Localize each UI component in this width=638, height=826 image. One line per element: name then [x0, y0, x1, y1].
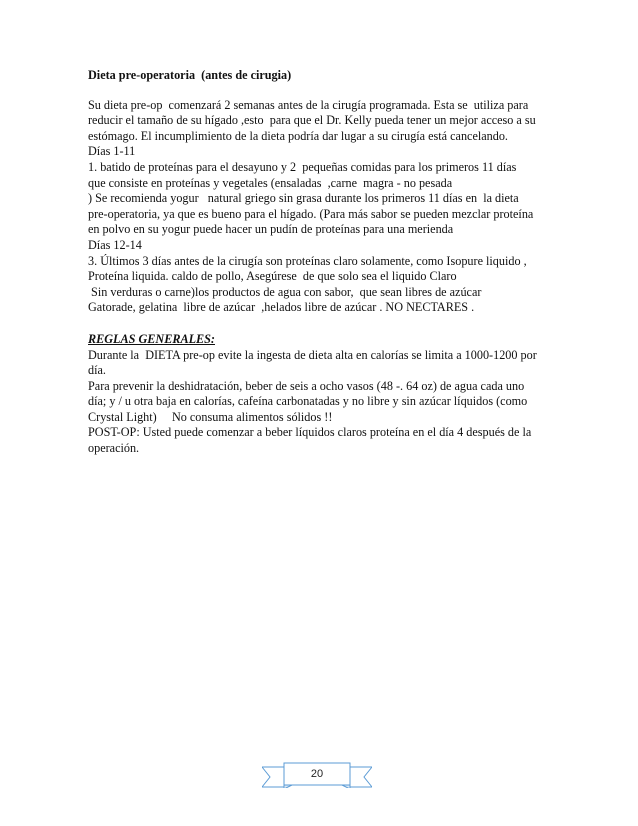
intro-line-14: Gatorade, gelatina libre de azúcar ,helados libre de azúcar . NO NECTARES .	[88, 300, 475, 315]
intro-line-11: 3. Últimos 3 días antes de la cirugía son proteínas claro solamente, como Isopure liquido ,	[88, 253, 527, 268]
rules-line-5: Crystal Light) No consuma alimentos sólidos !!	[88, 409, 333, 424]
intro-line-3: estómago. El incumplimiento de la dieta podría dar lugar a su cirugía está cancelando.	[88, 128, 508, 143]
document-body	[88, 68, 558, 457]
rules-line-6: POST-OP: Usted puede comenzar a beber líquidos claros proteína en el día 4 después de la	[88, 425, 532, 440]
page-number-ribbon	[262, 762, 372, 788]
document-title: Dieta pre-operatoria (antes de cirugia)	[88, 68, 292, 82]
intro-line-8: pre-operatoria, ya que es bueno para el hígado. (Para más sabor se pueden mezclar proteína	[88, 206, 534, 221]
rules-line-4: día; y / u otra baja en calorías, cafeína carbonatadas y no libre y sin azúcar líquidos (como	[88, 394, 528, 409]
intro-line-5: 1. batido de proteínas para el desayuno y 2 pequeñas comidas para los primeros 11 días	[88, 159, 517, 174]
rules-line-1: Durante la DIETA pre-op evite la ingesta de dieta alta en calorías se limita a 1000-1200 por	[88, 347, 537, 362]
intro-line-7: ) Se recomienda yogur natural griego sin grasa durante los primeros 11 días en la dieta	[88, 191, 519, 206]
intro-line-6: que consiste en proteínas y vegetales (ensaladas ,carne magra - no pesada	[88, 175, 453, 190]
page-number: 20	[310, 768, 324, 780]
intro-line-12: Proteína liquida. caldo de pollo, Asegúrese de que solo sea el liquido Claro	[88, 269, 457, 284]
rules-line-3: Para prevenir la deshidratación, beber de seis a ocho vasos (48 -. 64 oz) de agua cada uno	[88, 378, 525, 393]
rules-section	[88, 348, 558, 457]
rules-heading: REGLAS GENERALES:	[88, 331, 215, 346]
intro-line-13: Sin verduras o carne)los productos de agua con sabor, que sean libres de azúcar	[88, 284, 482, 299]
intro-line-4: Días 1-11	[88, 144, 136, 159]
intro-line-9: en polvo en su yogur puede hacer un pudín de proteínas para una merienda	[88, 222, 454, 237]
rules-line-2: día.	[88, 363, 106, 378]
intro-line-2: reducir el tamaño de su hígado ,esto para que el Dr. Kelly pueda tener un mejor acceso a su	[88, 113, 536, 128]
intro-line-10: Días 12-14	[88, 237, 142, 252]
intro-line-1: Su dieta pre-op comenzará 2 semanas antes de la cirugía programada. Esta se utiliza para	[88, 97, 529, 112]
rules-line-7: operación.	[88, 441, 140, 456]
intro-section	[88, 98, 558, 316]
